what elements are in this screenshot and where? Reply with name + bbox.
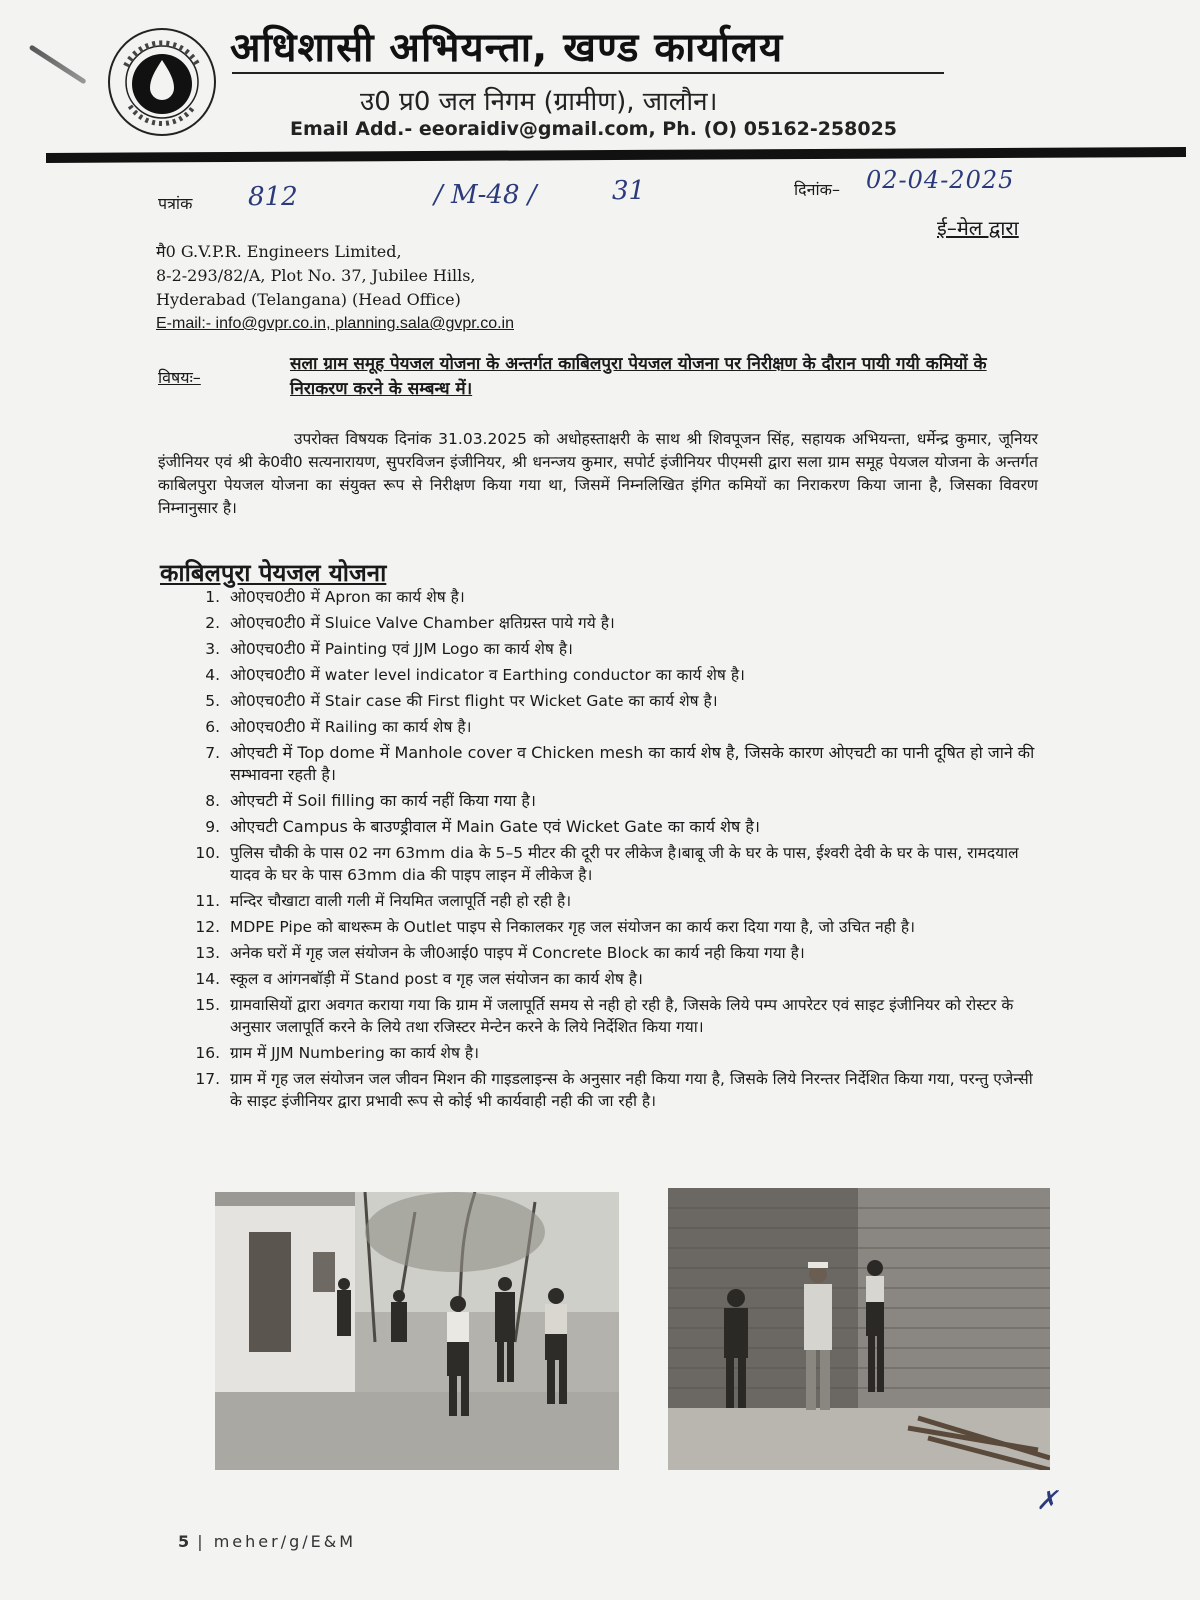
- item-number: 17.: [195, 1070, 220, 1088]
- list-item: [180, 664, 1040, 686]
- reference-number: 812: [248, 182, 298, 212]
- page-footer: 5 | meher/g/E&M: [178, 1532, 357, 1551]
- item-number: 12.: [195, 918, 220, 936]
- office-subtitle: उ0 प्र0 जल निगम (ग्रामीण), जालौन।: [360, 87, 718, 117]
- list-item: [180, 842, 1040, 886]
- list-item: [180, 586, 1040, 608]
- item-text: ओएचटी में Top dome में Manhole cover व Chicken mesh का कार्य शेष है, जिसके कारण ओएचटी का पानी दूषित हो जाने की सम्भावना रहती है।: [230, 743, 1035, 784]
- list-item: [180, 742, 1040, 786]
- reference-label: पत्रांक: [158, 194, 193, 213]
- list-item: [180, 968, 1040, 990]
- addressee-block: [156, 240, 514, 336]
- item-number: 5.: [205, 692, 220, 710]
- list-item: [180, 994, 1040, 1038]
- inspection-photo-street: [215, 1192, 619, 1470]
- item-text: अनेक घरों में गृह जल संयोजन के जी0आई0 पाइप में Concrete Block का कार्य नही किया गया है।: [230, 944, 805, 962]
- item-text: स्कूल व आंगनबॉड़ी में Stand post व गृह जल संयोजन का कार्य शेष है।: [230, 970, 643, 988]
- item-text: ग्राम में JJM Numbering का कार्य शेष है।: [230, 1044, 479, 1062]
- date-label: दिनांक–: [794, 180, 840, 199]
- item-number: 6.: [205, 718, 220, 736]
- item-text: ओएचटी में Soil filling का कार्य नहीं किया गया है।: [230, 791, 536, 810]
- item-number: 9.: [205, 818, 220, 836]
- item-text: ओ0एच0टी0 में Painting एवं JJM Logo का कार्य शेष है।: [230, 640, 573, 658]
- reference-middle: / M-48 /: [434, 180, 537, 210]
- item-number: 2.: [205, 614, 220, 632]
- subject-label: विषयः–: [158, 368, 201, 387]
- list-item: [180, 716, 1040, 738]
- item-text: ओएचटी Campus के बाउण्ड्रीवाल में Main Gate एवं Wicket Gate का कार्य शेष है।: [230, 817, 760, 836]
- item-number: 1.: [205, 588, 220, 606]
- inspection-photo-brick-wall: [668, 1188, 1050, 1470]
- list-item: [180, 612, 1040, 634]
- list-item: [180, 1042, 1040, 1064]
- page-number: 5: [178, 1532, 190, 1551]
- item-number: 14.: [195, 970, 220, 988]
- item-number: 7.: [205, 744, 220, 762]
- footer-reference: meher/g/E&M: [213, 1532, 357, 1551]
- handwritten-tick-mark: ✗: [1036, 1486, 1058, 1516]
- item-number: 13.: [195, 944, 220, 962]
- addressee-line: 8-2-293/82/A, Plot No. 37, Jubilee Hills,: [156, 266, 476, 285]
- item-number: 8.: [205, 792, 220, 810]
- list-item: [180, 638, 1040, 660]
- addressee-line: मै0 G.V.P.R. Engineers Limited,: [156, 242, 402, 261]
- item-number: 4.: [205, 666, 220, 684]
- item-text: मन्दिर चौखाटा वाली गली में नियमित जलापूर्ति नही हो रही है।: [230, 892, 572, 910]
- reference-end: 31: [612, 176, 646, 206]
- section-title: काबिलपुरा पेयजल योजना: [160, 559, 387, 587]
- item-number: 16.: [195, 1044, 220, 1062]
- deficiency-list: [180, 586, 1040, 1116]
- item-text: पुलिस चौकी के पास 02 नग 63mm dia के 5–5 मीटर की दूरी पर लीकेज है।बाबू जी के घर के पास, ईश्वरी देवी के घर के पास, रामदयाल यादव के घर के पास 63mm dia की पाइप लाइन में लीकेज है।: [230, 844, 1019, 884]
- list-item: [180, 890, 1040, 912]
- item-number: 11.: [195, 892, 220, 910]
- office-contact: Email Add.- eeoraidiv@gmail.com, Ph. (O) 05162-258025: [290, 118, 898, 140]
- item-text: ग्रामवासियों द्वारा अवगत कराया गया कि ग्राम में जलापूर्ति समय से नही हो रही है, जिसके लिये पम्प आपरेटर एवं साइट इंजीनियर को रोस्टर के अनुसार जलापूर्ति करने के लिये तथा रजिस्टर मेन्टेन करने के लिये निर्देशित किया गया।: [230, 996, 1014, 1036]
- office-title: अधिशासी अभियन्ता, खण्ड कार्यालय: [230, 25, 784, 71]
- subject-text: सला ग्राम समूह पेयजल योजना के अन्तर्गत काबिलपुरा पेयजल योजना पर निरीक्षण के दौरान पायी गयी कमियों के निराकरण करने के सम्बन्ध में।: [290, 354, 987, 399]
- item-text: ओ0एच0टी0 में Stair case की First flight पर Wicket Gate का कार्य शेष है।: [230, 692, 718, 710]
- list-item: [180, 816, 1040, 838]
- item-number: 10.: [195, 844, 220, 862]
- item-text: ग्राम में गृह जल संयोजन जल जीवन मिशन की गाइडलाइन्स के अनुसार नही किया गया है, जिसके लिये निरन्तर निर्देशित किया गया, परन्तु एजेन्सी के साइट इंजीनियर द्वारा प्रभावी रूप से कोई भी कार्यवाही नही की जा रही है।: [230, 1070, 1033, 1110]
- list-item: [180, 690, 1040, 712]
- item-number: 3.: [205, 640, 220, 658]
- item-text: ओ0एच0टी0 में Apron का कार्य शेष है।: [230, 588, 465, 606]
- header-divider: [46, 147, 1186, 163]
- water-drop-emblem-icon: [106, 26, 218, 138]
- list-item: [180, 1068, 1040, 1112]
- addressee-line: Hyderabad (Telangana) (Head Office): [156, 290, 461, 309]
- item-text: MDPE Pipe को बाथरूम के Outlet पाइप से निकालकर गृह जल संयोजन का कार्य करा दिया गया है, जो उचित नही है।: [230, 918, 915, 936]
- item-text: ओ0एच0टी0 में Railing का कार्य शेष है।: [230, 718, 472, 736]
- pen-stroke-mark: [29, 44, 87, 84]
- date-value: 02-04-2025: [866, 166, 1015, 194]
- list-item: [180, 916, 1040, 938]
- item-text: ओ0एच0टी0 में water level indicator व Earthing conductor का कार्य शेष है।: [230, 666, 745, 684]
- list-item: [180, 942, 1040, 964]
- list-item: [180, 790, 1040, 812]
- header-underline: [232, 72, 944, 74]
- addressee-email[interactable]: E-mail:- info@gvpr.co.in, planning.sala@gvpr.co.in: [156, 315, 514, 332]
- dispatch-mode: ई–मेल द्वारा: [937, 216, 1019, 240]
- item-text: ओ0एच0टी0 में Sluice Valve Chamber क्षतिग्रस्त पाये गये है।: [230, 614, 615, 632]
- intro-paragraph: उपरोक्त विषयक दिनांक 31.03.2025 को अधोहस्ताक्षरी के साथ श्री शिवपूजन सिंह, सहायक अभियन्ता, धर्मेन्द्र कुमार, जूनियर इंजीनियर एवं श्री के0वी0 सत्यनारायण, सुपरविजन इंजीनियर, श्री धनन्जय कुमार, सपोर्ट इंजीनियर पीएमसी द्वारा सला ग्राम समूह पेयजल योजना के अन्तर्गत काबिलपुरा पेयजल योजना का संयुक्त रूप से निरीक्षण किया गया था, जिसमें निम्नलिखित इंगित कमियों का निराकरण किया जाना है, जिसका विवरण निम्नानुसार है।: [158, 430, 1038, 517]
- item-number: 15.: [195, 996, 220, 1014]
